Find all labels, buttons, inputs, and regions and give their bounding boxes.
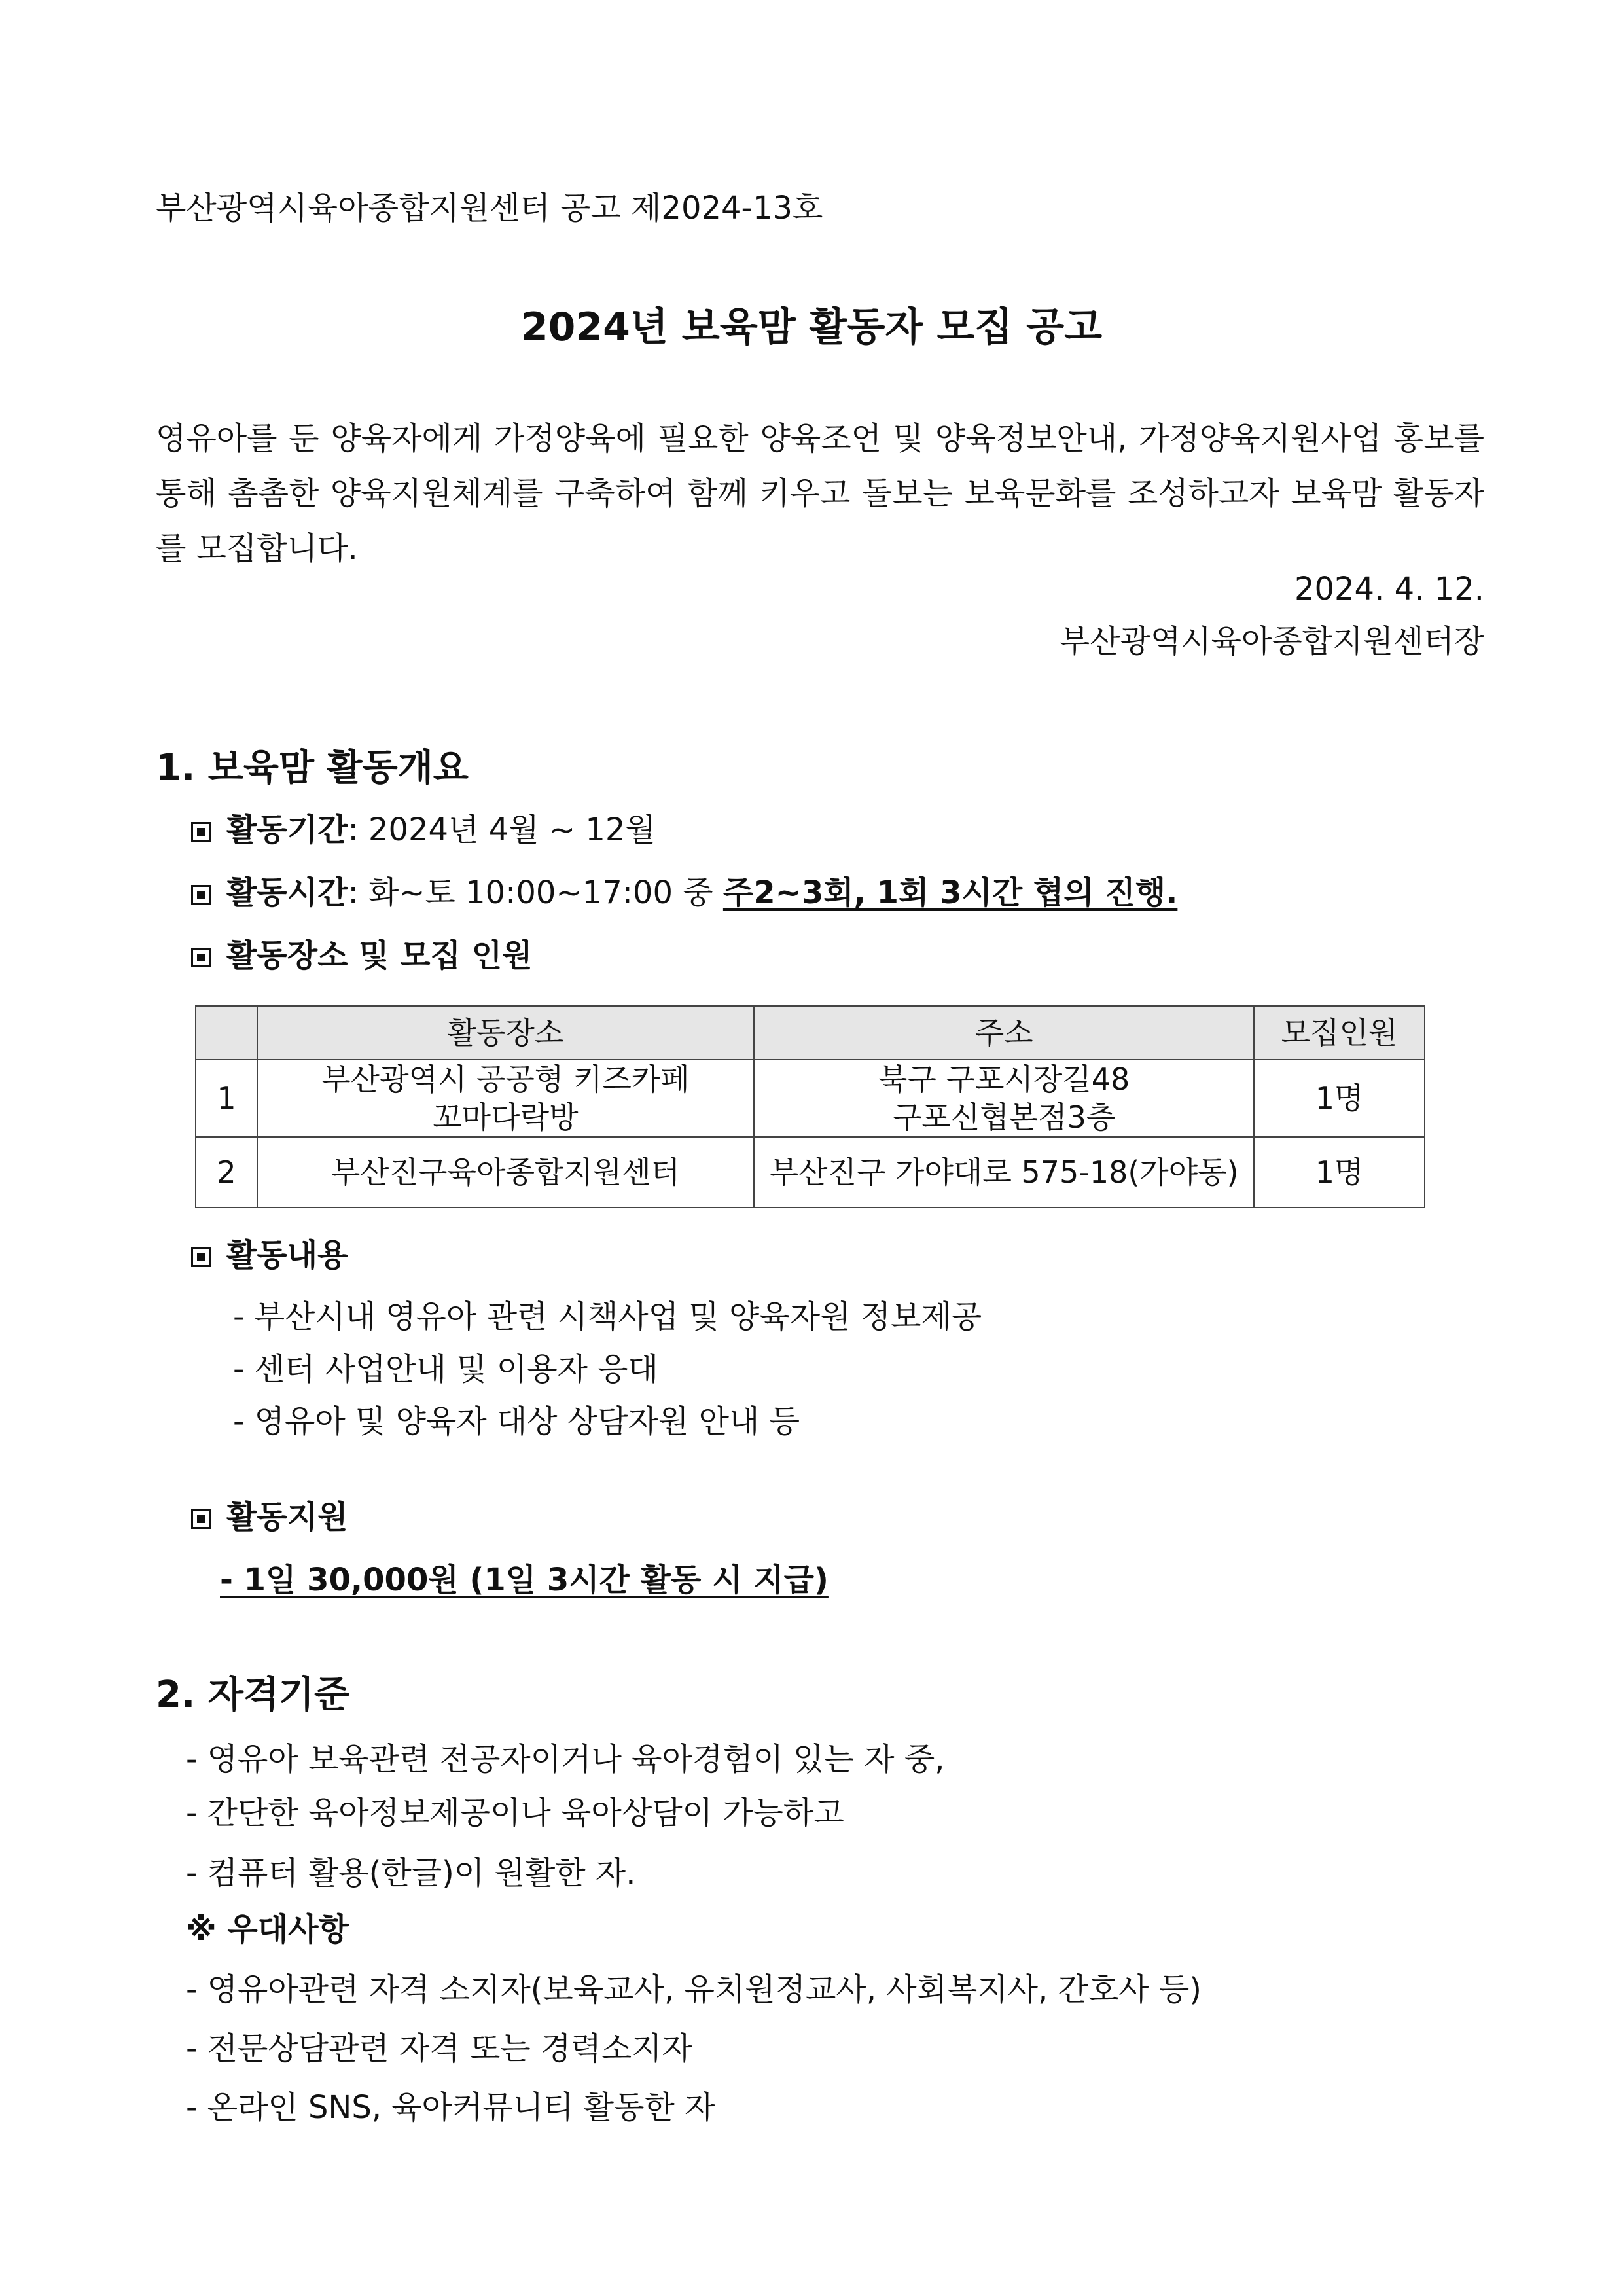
period-label: 활동기간 bbox=[226, 812, 348, 848]
support-detail: - 1일 30,000원 (1일 3시간 활동 시 지급) bbox=[220, 1562, 829, 1598]
row-number: 1 bbox=[196, 1060, 257, 1137]
activity-time bbox=[191, 874, 1177, 912]
notice-number: 부산광역시육아종합지원센터 공고 제2024-13호 bbox=[156, 190, 823, 226]
content-heading-text: 활동내용 bbox=[226, 1237, 348, 1274]
place-heading-text: 활동장소 및 모집 인원 bbox=[226, 937, 533, 974]
notice-date: 2024. 4. 12. bbox=[1294, 571, 1484, 607]
issuer-name: 부산광역시육아종합지원센터장 bbox=[1059, 623, 1484, 660]
preference-heading: ※ 우대사항 bbox=[186, 1911, 349, 1948]
time-emphasis: 주2~3회, 1회 3시간 협의 진행. bbox=[722, 874, 1178, 911]
square-bullet-icon bbox=[191, 1247, 211, 1267]
activity-period bbox=[191, 812, 656, 850]
support-heading bbox=[191, 1499, 348, 1537]
header-number bbox=[196, 1006, 257, 1060]
time-label: 활동시간 bbox=[226, 874, 348, 911]
list-item: - 영유아관련 자격 소지자(보육교사, 유치원정교사, 사회복지사, 간호사 등) bbox=[186, 1971, 1202, 2008]
row-count: 1명 bbox=[1254, 1060, 1425, 1137]
square-bullet-icon bbox=[191, 1509, 211, 1529]
place-line: 꼬마다락방 bbox=[433, 1100, 579, 1135]
header-count: 모집인원 bbox=[1254, 1006, 1425, 1060]
header-place: 활동장소 bbox=[257, 1006, 754, 1060]
place-heading bbox=[191, 937, 532, 975]
list-item: - 온라인 SNS, 육아커뮤니티 활동한 자 bbox=[186, 2089, 715, 2126]
list-item: - 전문상담관련 자격 또는 경력소지자 bbox=[186, 2030, 692, 2067]
square-bullet-icon bbox=[191, 822, 211, 842]
row-count: 1명 bbox=[1254, 1137, 1425, 1208]
row-address bbox=[754, 1060, 1254, 1137]
places-table bbox=[195, 1005, 1425, 1208]
table-row bbox=[196, 1060, 1425, 1137]
header-address: 주소 bbox=[754, 1006, 1254, 1060]
square-bullet-icon bbox=[191, 948, 211, 967]
row-place: 부산진구육아종합지원센터 bbox=[257, 1137, 754, 1208]
list-item: - 부산시내 영유아 관련 시책사업 및 양육자원 정보제공 bbox=[233, 1299, 982, 1335]
section1-heading: 1. 보육맘 활동개요 bbox=[156, 747, 469, 789]
list-item: - 영유아 및 양육자 대상 상담자원 안내 등 bbox=[233, 1403, 800, 1440]
period-value: : 2024년 4월 ~ 12월 bbox=[348, 812, 656, 848]
list-item: - 컴퓨터 활용(한글)이 원활한 자. bbox=[186, 1855, 636, 1892]
list-item: - 영유아 보육관련 전공자이거나 육아경험이 있는 자 중, bbox=[186, 1741, 945, 1778]
list-item: - 센터 사업안내 및 이용자 응대 bbox=[233, 1351, 659, 1388]
square-bullet-icon bbox=[191, 885, 211, 905]
list-item: - 간단한 육아정보제공이나 육아상담이 가능하고 bbox=[186, 1795, 844, 1831]
table-header-row bbox=[196, 1006, 1425, 1060]
row-number: 2 bbox=[196, 1137, 257, 1208]
row-place bbox=[257, 1060, 754, 1137]
time-value: : 화~토 10:00~17:00 중 bbox=[348, 874, 723, 911]
content-heading bbox=[191, 1237, 348, 1275]
place-line: 부산광역시 공공형 키즈카페 bbox=[321, 1062, 690, 1097]
page-title: 2024년 보육맘 활동자 모집 공고 bbox=[520, 304, 1103, 350]
row-address: 부산진구 가야대로 575-18(가야동) bbox=[754, 1137, 1254, 1208]
intro-paragraph: 영유아를 둔 양육자에게 가정양육에 필요한 양육조언 및 양육정보안내, 가정양육지원사업 홍보를 통해 촘촘한 양육지원체계를 구축하여 함께 키우고 돌보는 보육문화를 조성하고자 보육맘 활동자를 모집합니다. bbox=[156, 420, 1484, 567]
support-heading-text: 활동지원 bbox=[226, 1499, 348, 1535]
address-line: 구포신협본점3층 bbox=[892, 1100, 1116, 1135]
table-row bbox=[196, 1137, 1425, 1208]
address-line: 북구 구포시장길48 bbox=[878, 1062, 1130, 1097]
section2-heading: 2. 자격기준 bbox=[156, 1674, 350, 1716]
